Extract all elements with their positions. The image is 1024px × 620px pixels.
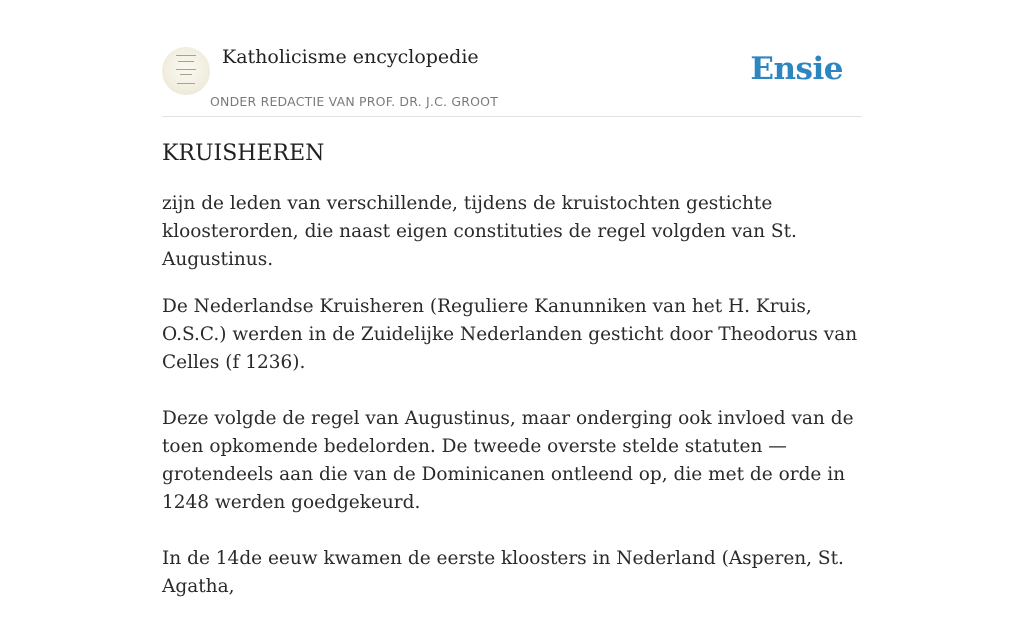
article-paragraph: In de 14de eeuw kwamen de eerste kloosters in Nederland (Asperen, St. Agatha, [162,548,844,597]
article-paragraph: Deze volgde de regel van Augustinus, maar onderging ook invloed van de toen opkomende bedelorden. De tweede overste stelde statuten — grotendeels aan die van de Dominicanen ontleend op, die met de orde in 1248 werden goedgekeurd. [162,408,854,513]
cover-line [178,61,194,62]
article [162,138,867,620]
article-title: KRUISHEREN [162,141,325,166]
cover-line [177,83,195,84]
article-paragraph: De Nederlandse Kruisheren (Reguliere Kanunniken van het H. Kruis, O.S.C.) werden in de Zuidelijke Nederlanden gesticht door Theodorus van Celles (f 1236). [162,296,858,373]
publication-subtitle: ONDER REDACTIE VAN PROF. DR. J.C. GROOT [210,94,499,109]
book-cover-icon[interactable] [162,47,210,95]
ensie-logo-link[interactable]: Ensie [750,51,843,87]
cover-line [176,69,196,70]
article-paragraph: zijn de leden van verschillende, tijdens de kruistochten gestichte kloosterorden, die naast eigen constituties de regel volgden van St. Augustinus. [162,193,797,270]
cover-line [180,74,192,75]
publication-title[interactable]: Katholicisme encyclopedie [222,46,479,68]
header [162,44,862,117]
cover-line [176,55,196,56]
